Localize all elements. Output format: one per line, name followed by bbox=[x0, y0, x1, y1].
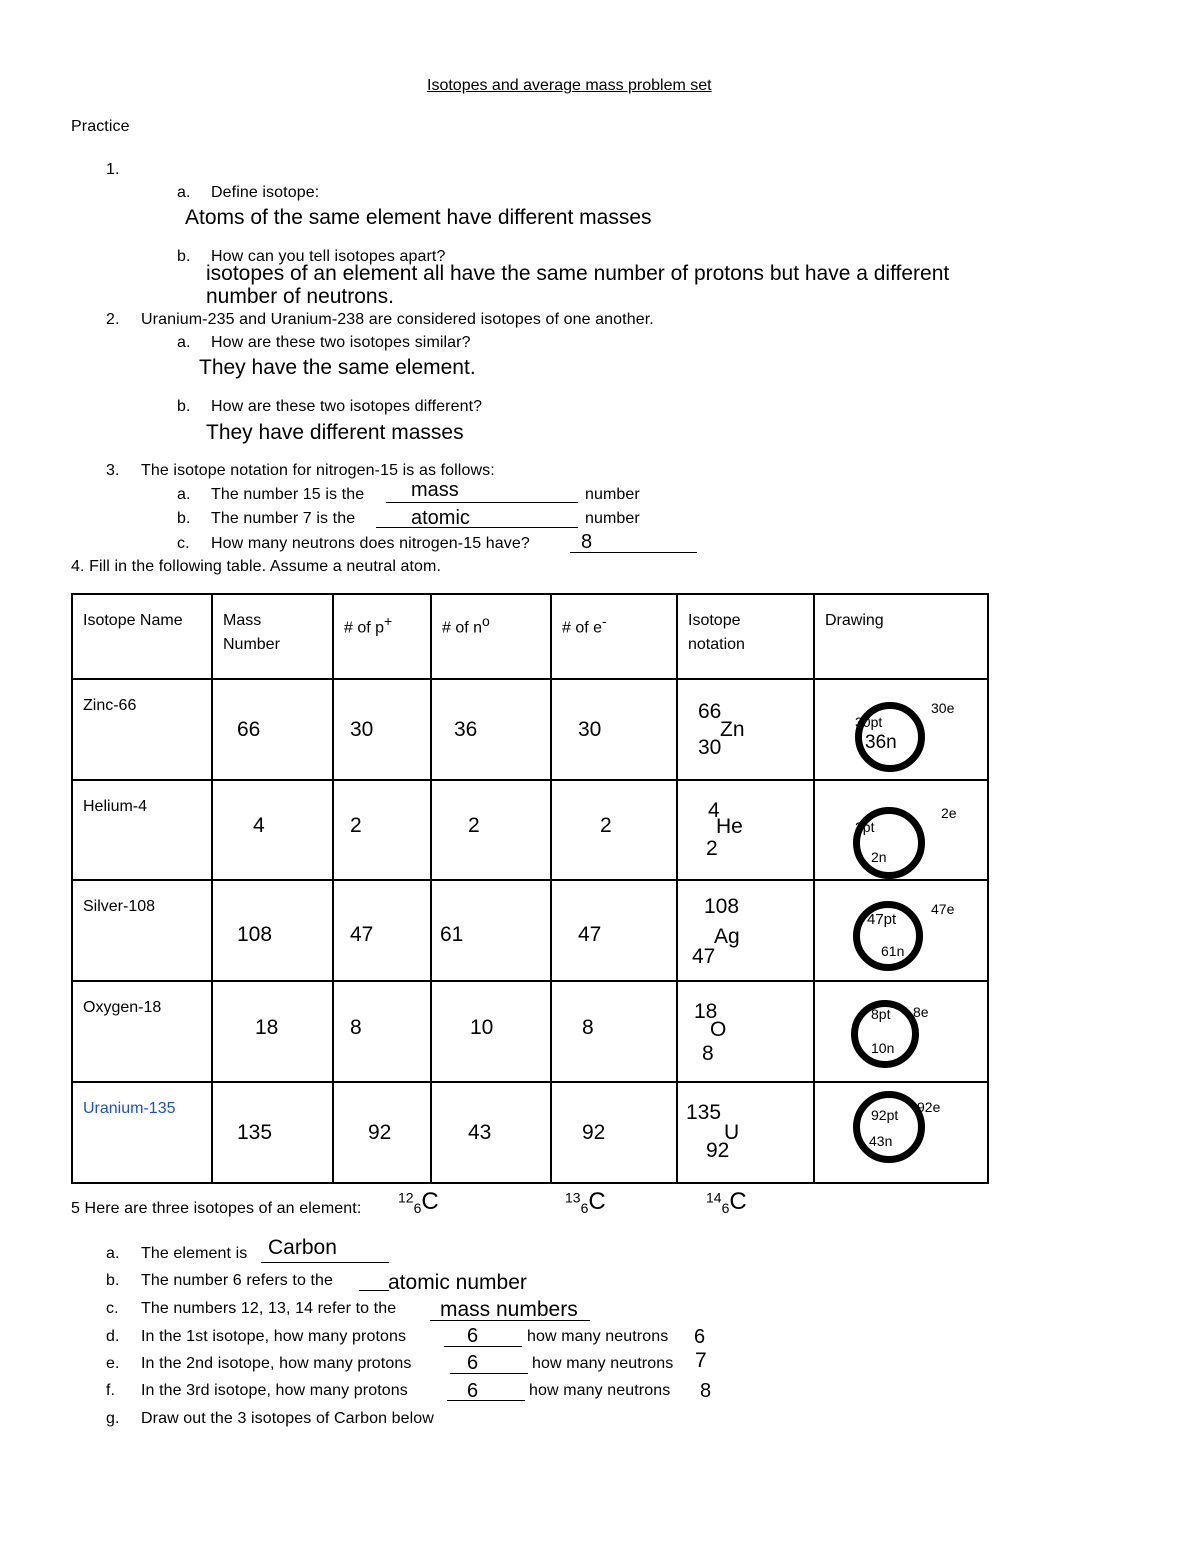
q2a-answer: They have the same element. bbox=[199, 356, 476, 379]
isotope-carbon-12 bbox=[398, 1188, 439, 1216]
cell-drawing bbox=[814, 780, 988, 880]
neutrons: 36 bbox=[454, 718, 478, 741]
drawing-electrons: 47e bbox=[931, 901, 955, 917]
notation-atomic: 8 bbox=[702, 1042, 714, 1065]
q5f-label: f. bbox=[106, 1382, 116, 1399]
cell-drawing bbox=[814, 880, 988, 981]
cell-name bbox=[72, 1082, 212, 1183]
mass-number: 66 bbox=[237, 718, 261, 741]
header-mass-number bbox=[223, 609, 280, 657]
cell-notation bbox=[677, 880, 814, 981]
q3c-question: How many neutrons does nitrogen-15 have? bbox=[211, 535, 530, 552]
protons: 8 bbox=[350, 1016, 362, 1039]
cell-mass bbox=[212, 780, 333, 880]
q5c-label: c. bbox=[106, 1300, 119, 1317]
neutrons: 2 bbox=[468, 814, 480, 837]
table-row bbox=[72, 780, 988, 880]
isotope-mass: 13 bbox=[565, 1189, 581, 1206]
q5f-protons: 6 bbox=[467, 1380, 479, 1402]
electrons: 8 bbox=[582, 1016, 594, 1039]
notation-atomic: 30 bbox=[698, 736, 722, 759]
electrons: 47 bbox=[578, 923, 602, 946]
isotope-name: Uranium-135 bbox=[83, 1100, 176, 1117]
q5g-label: g. bbox=[106, 1410, 120, 1427]
cell-mass bbox=[212, 1082, 333, 1183]
q3-question: The isotope notation for nitrogen-15 is as follows: bbox=[141, 462, 495, 479]
table-header-row bbox=[72, 594, 988, 679]
header-drawing: Drawing bbox=[825, 612, 884, 629]
q3a-answer: mass bbox=[411, 479, 459, 501]
isotope-mass: 14 bbox=[706, 1189, 722, 1206]
header-isotope-notation bbox=[688, 609, 745, 657]
drawing-neutrons: 43n bbox=[869, 1133, 893, 1149]
drawing-neutrons: 61n bbox=[881, 943, 905, 959]
header-electrons-sup: - bbox=[602, 613, 607, 629]
q1-number: 1. bbox=[106, 161, 120, 178]
protons: 30 bbox=[350, 718, 374, 741]
mass-number: 4 bbox=[253, 814, 265, 837]
header-cell bbox=[72, 594, 212, 679]
cell-notation bbox=[677, 1082, 814, 1183]
q5e-protons: 6 bbox=[467, 1352, 479, 1374]
cell-name bbox=[72, 880, 212, 981]
q3b-question: The number 7 is the bbox=[211, 510, 356, 527]
header-cell bbox=[677, 594, 814, 679]
q1b-label: b. bbox=[177, 248, 191, 265]
isotope-atomic: 6 bbox=[721, 1200, 730, 1217]
q2a-question: How are these two isotopes similar? bbox=[211, 334, 471, 351]
isotope-symbol: C bbox=[729, 1188, 747, 1215]
header-neutrons-text: # of n bbox=[442, 619, 483, 637]
cell-electrons bbox=[551, 1082, 677, 1183]
header-cell bbox=[212, 594, 333, 679]
cell-notation bbox=[677, 780, 814, 880]
notation-symbol: O bbox=[710, 1018, 727, 1041]
q1b-answer-line1: isotopes of an element all have the same number of protons but have a different bbox=[206, 262, 950, 285]
q1a-question: Define isotope: bbox=[211, 184, 320, 201]
cell-electrons bbox=[551, 679, 677, 780]
cell-electrons bbox=[551, 981, 677, 1082]
q5d-label: d. bbox=[106, 1328, 120, 1345]
cell-mass bbox=[212, 880, 333, 981]
drawing-electrons: 2e bbox=[941, 805, 957, 821]
drawing-neutrons: 36n bbox=[865, 732, 897, 753]
q5f-mid: how many neutrons bbox=[529, 1382, 671, 1399]
protons: 92 bbox=[368, 1121, 392, 1144]
cell-protons bbox=[333, 780, 431, 880]
q2-number: 2. bbox=[106, 311, 120, 328]
cell-mass bbox=[212, 679, 333, 780]
q5b-question: The number 6 refers to the bbox=[141, 1272, 334, 1289]
header-isotope: Isotope bbox=[688, 612, 741, 629]
neutrons: 10 bbox=[470, 1016, 494, 1039]
drawing-protons: 2pt bbox=[855, 819, 875, 835]
q5b-blank bbox=[359, 1268, 389, 1291]
mass-number: 18 bbox=[255, 1016, 279, 1039]
q5b-answer: atomic number bbox=[388, 1271, 527, 1294]
notation-mass: 18 bbox=[694, 1000, 718, 1023]
isotope-name: Zinc-66 bbox=[83, 697, 137, 714]
header-cell bbox=[814, 594, 988, 679]
q1a-label: a. bbox=[177, 184, 191, 201]
header-electrons-text: # of e bbox=[562, 619, 603, 637]
drawing-protons: 30pt bbox=[855, 714, 883, 730]
notation-atomic: 92 bbox=[706, 1139, 730, 1162]
electrons: 2 bbox=[600, 814, 612, 837]
q5-intro: 5 Here are three isotopes of an element: bbox=[71, 1200, 362, 1217]
table-row bbox=[72, 981, 988, 1082]
q5e-mid: how many neutrons bbox=[532, 1355, 674, 1372]
isotope-name: Oxygen-18 bbox=[83, 999, 162, 1016]
notation-mass: 4 bbox=[708, 799, 720, 822]
q2-question: Uranium-235 and Uranium-238 are considered isotopes of one another. bbox=[141, 311, 654, 328]
notation-symbol: Zn bbox=[720, 718, 745, 741]
cell-neutrons bbox=[431, 880, 551, 981]
q3c-answer: 8 bbox=[581, 531, 593, 553]
header-electrons bbox=[562, 609, 607, 640]
table-row bbox=[72, 880, 988, 981]
cell-neutrons bbox=[431, 981, 551, 1082]
neutrons: 61 bbox=[440, 923, 464, 946]
q2b-question: How are these two isotopes different? bbox=[211, 398, 483, 415]
electrons: 92 bbox=[582, 1121, 606, 1144]
notation-mass: 108 bbox=[704, 895, 740, 918]
q3a-question: The number 15 is the bbox=[211, 486, 365, 503]
q5d-neutrons: 6 bbox=[694, 1326, 706, 1348]
header-number: Number bbox=[223, 636, 280, 653]
electrons: 30 bbox=[578, 718, 602, 741]
header-protons bbox=[344, 609, 392, 640]
q5a-answer: Carbon bbox=[268, 1236, 337, 1259]
header-protons-text: # of p bbox=[344, 619, 385, 637]
isotope-name: Helium-4 bbox=[83, 798, 148, 815]
notation-symbol: He bbox=[716, 815, 743, 838]
q5b-label: b. bbox=[106, 1272, 120, 1289]
q1a-answer: Atoms of the same element have different masses bbox=[185, 206, 652, 229]
cell-electrons bbox=[551, 780, 677, 880]
q3a-suffix: number bbox=[585, 486, 640, 503]
q5e-blank bbox=[450, 1351, 528, 1374]
protons: 2 bbox=[350, 814, 362, 837]
q5g-question: Draw out the 3 isotopes of Carbon below bbox=[141, 1410, 434, 1427]
notation-symbol: Ag bbox=[714, 925, 740, 948]
atom-drawing bbox=[853, 807, 925, 879]
q5a-label: a. bbox=[106, 1245, 120, 1262]
notation-atomic: 2 bbox=[706, 837, 718, 860]
isotope-carbon-13 bbox=[565, 1188, 606, 1216]
notation-symbol: U bbox=[724, 1121, 740, 1144]
cell-notation bbox=[677, 679, 814, 780]
section-label: Practice bbox=[71, 118, 130, 135]
drawing-electrons: 30e bbox=[931, 700, 955, 716]
cell-drawing bbox=[814, 1082, 988, 1183]
q1b-question: How can you tell isotopes apart? bbox=[211, 248, 446, 265]
q5c-question: The numbers 12, 13, 14 refer to the bbox=[141, 1300, 397, 1317]
isotope-carbon-14 bbox=[706, 1188, 747, 1216]
q3c-label: c. bbox=[177, 535, 190, 552]
cell-name bbox=[72, 981, 212, 1082]
drawing-protons: 47pt bbox=[867, 911, 897, 928]
q5e-question: In the 2nd isotope, how many protons bbox=[141, 1355, 412, 1372]
drawing-neutrons: 10n bbox=[871, 1040, 895, 1056]
header-neutrons-sup: o bbox=[482, 613, 490, 629]
q5e-neutrons: 7 bbox=[695, 1349, 707, 1372]
notation-mass: 66 bbox=[698, 700, 722, 723]
q3b-suffix: number bbox=[585, 510, 640, 527]
q2b-label: b. bbox=[177, 398, 191, 415]
q4-instructions: 4. Fill in the following table. Assume a neutral atom. bbox=[71, 558, 442, 575]
protons: 47 bbox=[350, 923, 374, 946]
cell-drawing bbox=[814, 679, 988, 780]
q5d-blank bbox=[444, 1324, 522, 1347]
q5d-mid: how many neutrons bbox=[527, 1328, 669, 1345]
cell-drawing bbox=[814, 981, 988, 1082]
cell-protons bbox=[333, 981, 431, 1082]
q5a-question: The element is bbox=[141, 1245, 248, 1262]
q5c-answer: mass numbers bbox=[440, 1298, 578, 1321]
mass-number: 135 bbox=[237, 1121, 273, 1144]
q5f-question: In the 3rd isotope, how many protons bbox=[141, 1382, 408, 1399]
header-mass: Mass bbox=[223, 612, 262, 629]
q5d-question: In the 1st isotope, how many protons bbox=[141, 1328, 407, 1345]
drawing-protons: 92pt bbox=[871, 1107, 899, 1123]
cell-neutrons bbox=[431, 780, 551, 880]
isotope-atomic: 6 bbox=[580, 1200, 589, 1217]
q3b-answer: atomic bbox=[411, 507, 470, 529]
q1b-answer-line2: number of neutrons. bbox=[206, 285, 394, 308]
header-cell bbox=[333, 594, 431, 679]
drawing-electrons: 8e bbox=[913, 1004, 929, 1020]
q3a-label: a. bbox=[177, 486, 191, 503]
isotope-atomic: 6 bbox=[413, 1200, 422, 1217]
drawing-protons: 8pt bbox=[871, 1006, 891, 1022]
isotope-table bbox=[71, 593, 989, 1184]
mass-number: 108 bbox=[237, 923, 273, 946]
table-row bbox=[72, 679, 988, 780]
cell-name bbox=[72, 780, 212, 880]
q2a-label: a. bbox=[177, 334, 191, 351]
atom-drawing bbox=[853, 1091, 925, 1163]
cell-protons bbox=[333, 1082, 431, 1183]
q3-number: 3. bbox=[106, 462, 120, 479]
isotope-symbol: C bbox=[421, 1188, 439, 1215]
cell-neutrons bbox=[431, 679, 551, 780]
cell-protons bbox=[333, 880, 431, 981]
q5e-label: e. bbox=[106, 1355, 120, 1372]
notation-atomic: 47 bbox=[692, 945, 716, 968]
header-cell bbox=[431, 594, 551, 679]
q3b-label: b. bbox=[177, 510, 191, 527]
header-cell bbox=[551, 594, 677, 679]
cell-mass bbox=[212, 981, 333, 1082]
header-isotope-name: Isotope Name bbox=[83, 612, 183, 629]
notation-mass: 135 bbox=[686, 1101, 722, 1124]
header-notation: notation bbox=[688, 636, 745, 653]
cell-notation bbox=[677, 981, 814, 1082]
cell-name bbox=[72, 679, 212, 780]
q3b-blank bbox=[376, 505, 578, 528]
drawing-electrons: 92e bbox=[917, 1099, 941, 1115]
cell-protons bbox=[333, 679, 431, 780]
cell-electrons bbox=[551, 880, 677, 981]
header-neutrons bbox=[442, 609, 490, 640]
q5f-neutrons: 8 bbox=[700, 1380, 712, 1402]
isotope-mass: 12 bbox=[398, 1189, 414, 1206]
isotope-symbol: C bbox=[588, 1188, 606, 1215]
drawing-neutrons: 2n bbox=[871, 849, 887, 865]
header-protons-sup: + bbox=[384, 613, 393, 629]
q5d-protons: 6 bbox=[467, 1325, 479, 1347]
neutrons: 43 bbox=[468, 1121, 492, 1144]
q5f-blank bbox=[447, 1378, 525, 1401]
page-title: Isotopes and average mass problem set bbox=[427, 77, 712, 94]
q2b-answer: They have different masses bbox=[206, 421, 464, 444]
isotope-name: Silver-108 bbox=[83, 898, 156, 915]
cell-neutrons bbox=[431, 1082, 551, 1183]
table-row bbox=[72, 1082, 988, 1183]
